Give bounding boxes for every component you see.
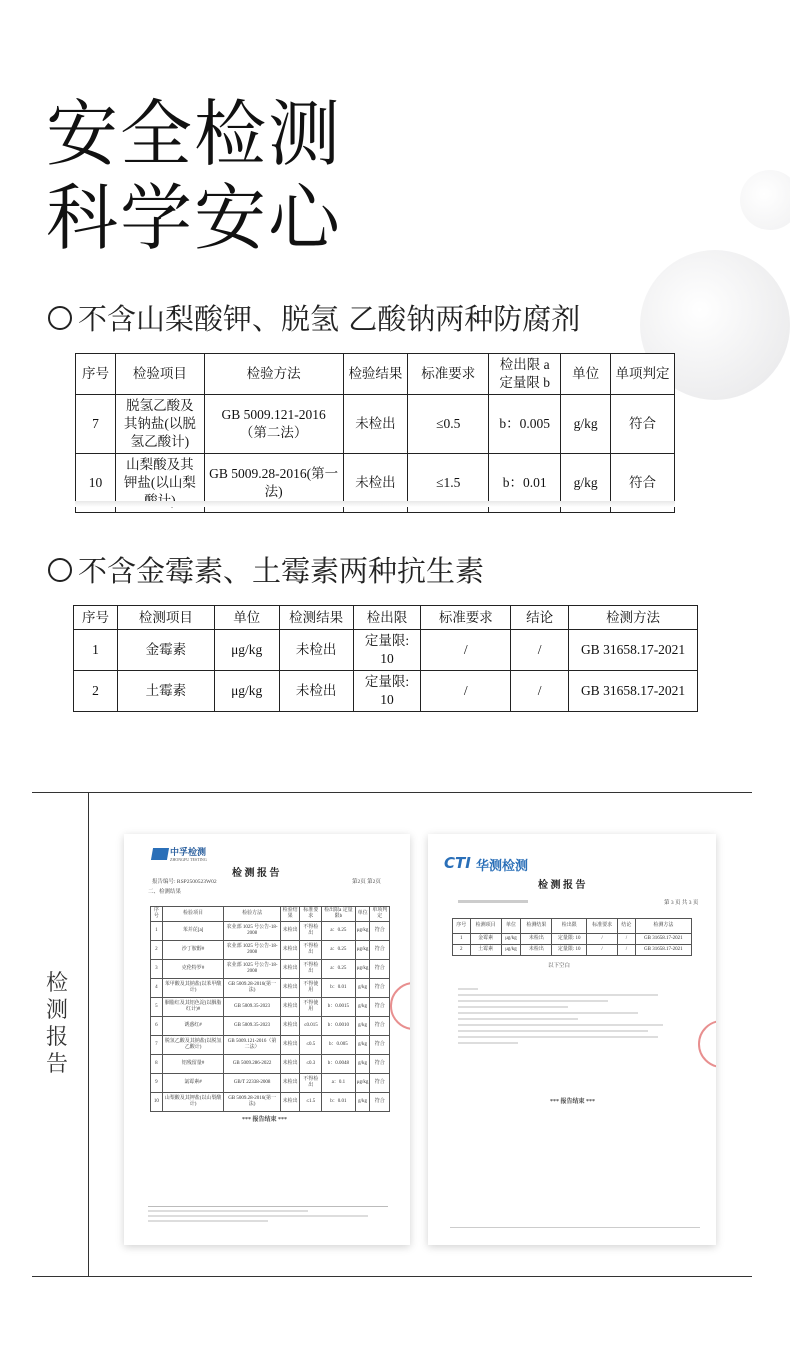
circle-bullet-icon [48,558,72,582]
hero-heading [46,92,342,260]
header-cell: 检测项目 [117,606,214,630]
mini-cell: a：0.25 [322,960,356,979]
mini-cell: 未检出 [521,945,552,956]
header-cell: 检测方法 [569,606,698,630]
mini-cell: g/kg [355,998,370,1017]
report1-footnote-placeholder [148,1210,308,1212]
report2-footer-line [450,1227,700,1228]
mini-cell: 10 [151,1093,163,1112]
mini-cell: ≤0.5 [300,1036,322,1055]
cell: GB 31658.17-2021 [569,630,698,671]
cell: 未检出 [343,395,408,454]
report2-notes-placeholder [458,984,668,1048]
label-char: 测 [45,998,68,1023]
mini-cell: 1 [151,922,163,941]
mini-cell: a：0.25 [322,941,356,960]
mini-table-row [151,1093,390,1112]
cell: 符合 [611,454,675,513]
report-document-zhongfu [124,834,410,1245]
cell: 未检出 [343,454,408,513]
cell: / [421,630,511,671]
mini-cell: 符合 [370,941,390,960]
mini-cell: μg/kg [355,922,370,941]
label-char: 报 [45,1025,68,1050]
antibiotic-table [73,605,698,712]
report1-title: 检 测 报 告 [232,868,280,879]
mini-cell: 未检出 [280,960,300,979]
mini-header-cell: 单位 [355,907,370,922]
section1-title [48,301,580,337]
cell: GB 5009.28-2016(第一法) [204,454,343,513]
mini-cell: 4 [151,979,163,998]
report1-footer-line [148,1206,388,1207]
mini-cell: 符合 [370,922,390,941]
mini-cell: 2 [453,945,471,956]
mini-cell: 未检出 [280,941,300,960]
mini-cell: 不得使用 [300,979,322,998]
cell: / [511,671,569,712]
mini-cell: ≤1.5 [300,1093,322,1112]
cell: 10 [76,454,116,513]
mini-cell: 不得检出 [300,941,322,960]
mini-header-cell: 结论 [618,919,636,934]
mini-cell: μg/kg [355,941,370,960]
mini-cell: 土霉素 [470,945,501,956]
header-cell: 序号 [76,354,116,395]
cell: GB 31658.17-2021 [569,671,698,712]
cell: / [511,630,569,671]
mini-cell: / [618,934,636,945]
mini-cell: 9 [151,1074,163,1093]
mini-header-cell: 检验结果 [280,907,300,922]
report2-number-placeholder [458,900,528,903]
cell: 定量限: 10 [353,630,421,671]
cell: g/kg [561,395,611,454]
mini-cell: 克伦特罗# [162,960,223,979]
mini-cell: 未检出 [280,1036,300,1055]
mini-cell: GB 31658.17-2021 [635,934,691,945]
section2-title-text: 不含金霉素、土霉素两种抗生素 [78,554,485,588]
mini-header-cell: 检验项目 [162,907,223,922]
mini-cell: g/kg [355,1017,370,1036]
mini-cell: 2 [151,941,163,960]
mini-cell: 苯甲酸及其钠盐(以苯甲酸计) [162,979,223,998]
mini-cell: GB 5009.35-2023 [224,1017,281,1036]
mini-header-row [151,907,390,922]
mini-cell: GB 31658.17-2021 [635,945,691,956]
header-cell: 序号 [74,606,118,630]
cell: 山梨酸及其钾盐(以山梨 [115,454,204,513]
report1-section: 二、检测结果 [148,889,182,895]
section2-title [48,553,484,589]
mini-cell: 7 [151,1036,163,1055]
mini-header-cell: 单位 [501,919,521,934]
mini-cell: g/kg [355,1093,370,1112]
hero-line-2: 科学安心 [46,176,343,260]
red-seal-stamp [390,982,410,1030]
mini-cell: 氯霉素# [162,1074,223,1093]
cell: ≤1.5 [408,454,489,513]
mini-table-row [151,941,390,960]
cell: 符合 [611,395,675,454]
cell: 1 [74,630,118,671]
header-cell: 检验结果 [343,354,408,395]
cell: 未检出 [279,671,353,712]
mini-cell: b：0.01 [322,1093,356,1112]
mini-cell: 未检出 [280,922,300,941]
cell: μg/kg [214,630,279,671]
mini-cell: 6 [151,1017,163,1036]
cell: b：0.005 [489,395,561,454]
mini-cell: 未检出 [280,998,300,1017]
mini-cell: 山梨酸及其钾盐(以山梨酸计) [162,1093,223,1112]
mini-cell: b：0.0010 [322,1017,356,1036]
circle-bullet-icon [48,306,72,330]
mini-cell: 符合 [370,1017,390,1036]
mini-header-row [453,919,692,934]
mini-table-row [151,1055,390,1074]
mini-cell: 铝残留量# [162,1055,223,1074]
mini-cell: 5 [151,998,163,1017]
cti-logo-cn: 华测检测 [476,859,529,874]
cell: 2 [74,671,118,712]
header-cell: 单位 [561,354,611,395]
mini-cell: g/kg [355,1055,370,1074]
report1-footnote-placeholder [148,1220,268,1222]
mini-cell: ≤0.3 [300,1055,322,1074]
mini-cell: / [587,934,618,945]
table-row [74,671,698,712]
cell: b：0.01 [489,454,561,513]
report2-table [452,918,692,956]
table-row [74,630,698,671]
mini-cell: g/kg [355,1036,370,1055]
cell: / [421,671,511,712]
zhongfu-logo-icon [151,848,169,860]
header-cell: 检出限 [353,606,421,630]
mini-cell: GB/T 22338-2008 [224,1074,281,1093]
mini-cell: μg/kg [501,945,521,956]
mini-table-row [151,1074,390,1093]
mini-cell: 符合 [370,960,390,979]
report-document-cti [428,834,716,1245]
mini-cell: / [618,945,636,956]
cell: 未检出 [279,630,353,671]
table-header-row [76,354,675,395]
report1-footnote-placeholder [148,1215,368,1217]
header-cell: 检验项目 [115,354,204,395]
mini-cell: b：0.01 [322,979,356,998]
mini-table-row [151,998,390,1017]
header-cell: 单位 [214,606,279,630]
mini-cell: 3 [151,960,163,979]
mini-cell: GB 5009.28-2016(第一法) [224,1093,281,1112]
cell: 脱氢乙酸及其钠盐(以脱氢乙酸计) [115,395,204,454]
cell: 土霉素 [117,671,214,712]
report2-blank: 以下空白 [548,963,571,969]
mini-cell: 符合 [370,1036,390,1055]
label-char: 检 [45,971,68,996]
mini-table-row [453,945,692,956]
mini-cell: 未检出 [280,1055,300,1074]
mini-table-row [151,1017,390,1036]
mini-cell: 符合 [370,1093,390,1112]
cell: g/kg [561,454,611,513]
cti-logo: CTI [444,854,471,872]
mini-cell: 不得检出 [300,922,322,941]
cell: 定量限: 10 [353,671,421,712]
mini-header-cell: 检验方法 [224,907,281,922]
report1-end: *** 报告结束 *** [242,1117,288,1123]
mini-cell: 苯并芘[a] [162,922,223,941]
mini-header-cell: 单项判定 [370,907,390,922]
cell: μg/kg [214,671,279,712]
mini-cell: 沙丁胺醇# [162,941,223,960]
mini-header-cell: 检出限a 定量限b [322,907,356,922]
mini-cell: 未检出 [521,934,552,945]
report2-end: *** 报告结束 *** [550,1099,596,1105]
mini-cell: 定量限: 10 [552,945,587,956]
header-cell: 结论 [511,606,569,630]
mini-cell: b：0.0048 [322,1055,356,1074]
divider-bottom [32,1276,752,1277]
mini-cell: 符合 [370,979,390,998]
mini-cell: ≤0.015 [300,1017,322,1036]
report1-table [150,906,390,1112]
cell: ≤0.5 [408,395,489,454]
report-section-label [44,970,70,1078]
mini-header-cell: 标准要求 [587,919,618,934]
mini-cell: 符合 [370,998,390,1017]
divider-vertical [88,792,89,1276]
header-cell: 检出限 a 定量限 b [489,354,561,395]
mini-cell: 不得检出 [300,960,322,979]
mini-header-cell: 检测方法 [635,919,691,934]
header-cell: 检测结果 [279,606,353,630]
report2-page: 第 3 页 共 3 页 [664,900,699,906]
header-cell: 检验方法 [204,354,343,395]
mini-cell: 未检出 [280,1017,300,1036]
section1-title-text: 不含山梨酸钾、脱氢 乙酸钠两种防腐剂 [78,302,581,336]
preservative-table [75,353,675,513]
mini-header-cell: 检测结果 [521,919,552,934]
report1-page: 第2页 第2页 [352,879,381,885]
mini-cell: 脱氢乙酸及其钠盐(以脱氢乙酸计) [162,1036,223,1055]
table-row [76,395,675,454]
table-shadow [75,501,675,507]
label-char: 告 [45,1052,68,1077]
mini-cell: GB 5009.28-2016(第一法) [224,979,281,998]
mini-cell: a：0.1 [322,1074,356,1093]
mini-cell: 农业部 1025 号公告-18-2008 [224,922,281,941]
mini-cell: 1 [453,934,471,945]
background-bubble-small [740,170,790,230]
cell: 金霉素 [117,630,214,671]
mini-header-cell: 检测项目 [470,919,501,934]
mini-cell: 农业部 1025 号公告-18-2008 [224,960,281,979]
header-cell: 标准要求 [408,354,489,395]
mini-table-row [151,922,390,941]
red-seal-stamp [698,1020,716,1068]
header-cell: 标准要求 [421,606,511,630]
mini-header-cell: 标准要求 [300,907,322,922]
mini-cell: 符合 [370,1055,390,1074]
mini-cell: 符合 [370,1074,390,1093]
mini-cell: 定量限: 10 [552,934,587,945]
mini-table-row [453,934,692,945]
report1-number: 报告编号: RSP2500523W02 [152,879,217,885]
mini-cell: μg/kg [501,934,521,945]
mini-cell: 农业部 1025 号公告-18-2008 [224,941,281,960]
mini-cell: GB 5009.35-2023 [224,998,281,1017]
mini-cell: 不得检出 [300,1074,322,1093]
cell: 7 [76,395,116,454]
mini-table-row [151,960,390,979]
mini-cell: 金霉素 [470,934,501,945]
mini-cell: a：0.25 [322,922,356,941]
mini-cell: 8 [151,1055,163,1074]
mini-header-cell: 序号 [151,907,163,922]
cell: GB 5009.121-2016（第二法） [204,395,343,454]
divider-top [32,792,752,793]
mini-cell: / [587,945,618,956]
mini-table-row [151,979,390,998]
report1-logo: 中孚检测 [170,848,207,858]
mini-cell: 未检出 [280,1093,300,1112]
header-cell: 单项判定 [611,354,675,395]
mini-cell: 不得使用 [300,998,322,1017]
mini-cell: μg/kg [355,1074,370,1093]
mini-table-row [151,1036,390,1055]
table-header-row [74,606,698,630]
mini-cell: 未检出 [280,979,300,998]
mini-cell: b：0.0015 [322,998,356,1017]
mini-cell: 胭脂红及其铝色淀(以胭脂红计)# [162,998,223,1017]
mini-cell: μg/kg [355,960,370,979]
mini-header-cell: 检出限 [552,919,587,934]
mini-header-cell: 序号 [453,919,471,934]
mini-cell: GB 5009.121-2016（第二法） [224,1036,281,1055]
report1-logo-sub: ZHONGFU TESTING [170,857,207,862]
mini-cell: b：0.005 [322,1036,356,1055]
mini-cell: g/kg [355,979,370,998]
mini-cell: 未检出 [280,1074,300,1093]
mini-cell: GB 5009.286-2022 [224,1055,281,1074]
mini-cell: 诱惑红# [162,1017,223,1036]
report2-title: 检 测 报 告 [538,880,586,891]
hero-line-1: 安全检测 [46,92,343,176]
